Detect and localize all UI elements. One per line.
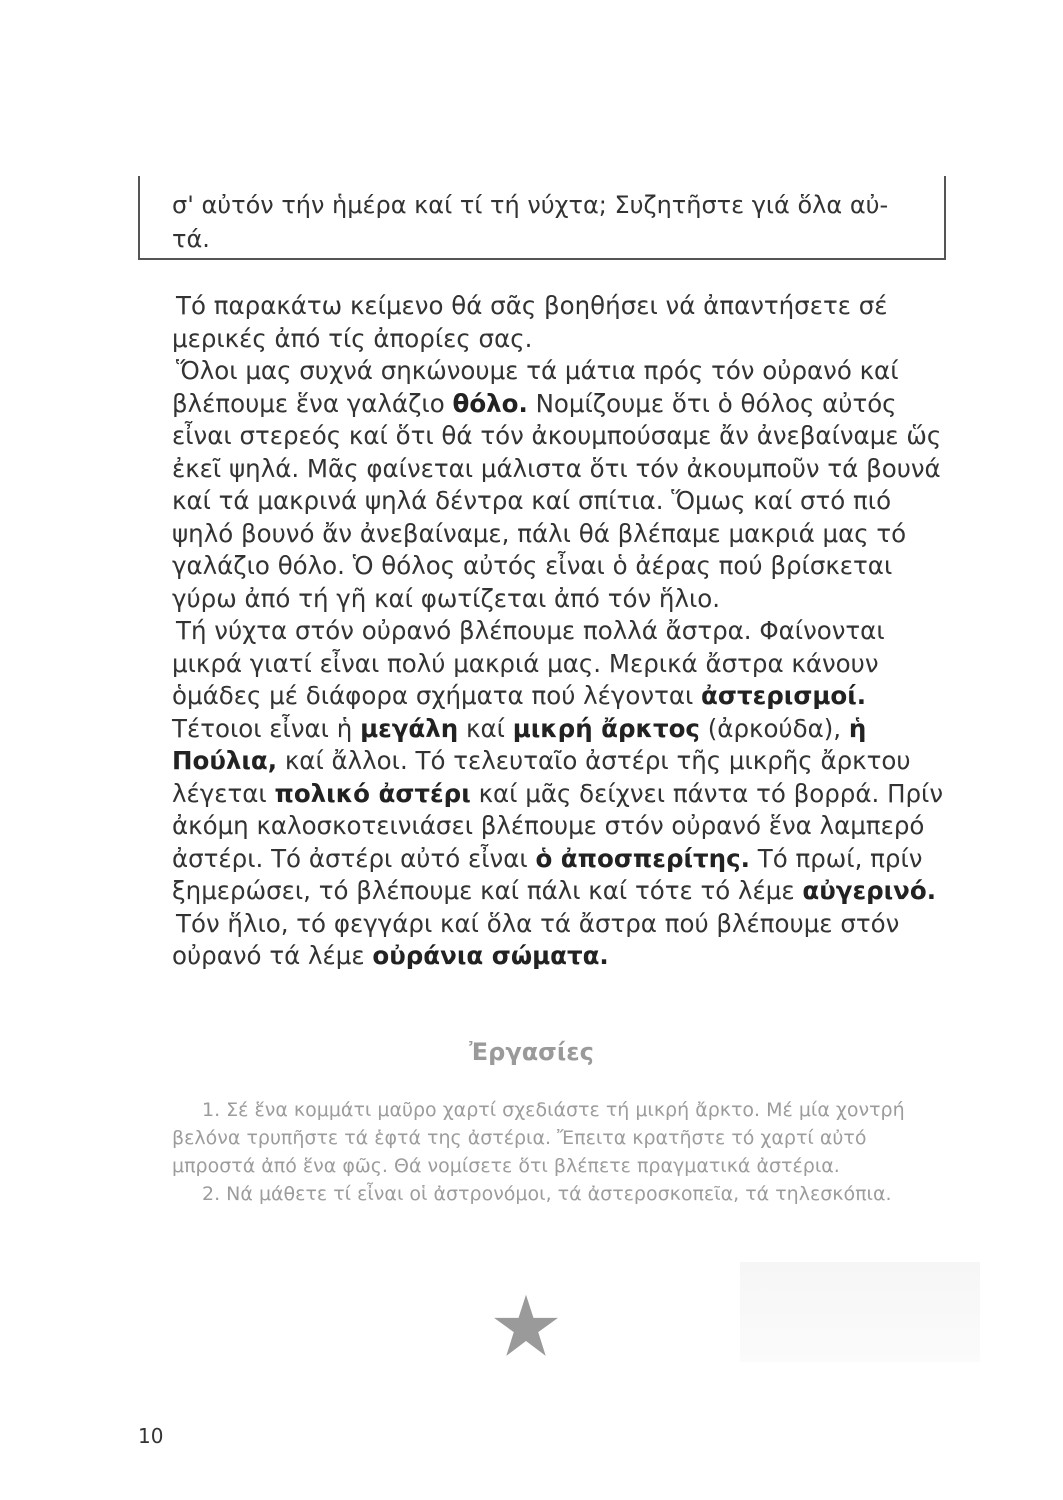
p2-text-c: Νομίζουμε ὅτι ὁ θόλος αὐτός εἶναι στερεός καί ὅτι θά τόν ἀκουμπούσαμε ἄν ἀνεβαίναμε ὥς ἐκεῖ ψηλά. Μᾶς φαίνεται μάλιστα ὅτι τόν ἀκουμποῦν τά βουνά καί τά μακρινά ψηλά δέντρα καί σπίτια. Ὅμως καί στό πιό ψηλό βουνό ἄν ἀνεβαίναμε, πάλι θά βλέπαμε μακριά μας τό γαλάζιο θόλο. Ὁ θόλος αὐτός εἶναι ὁ ἀέρας πού βρίσκεται γύρω ἀπό τή γῆ καί φωτίζεται ἀπό τόν ἥλιο. [172,388,942,613]
term-avgerino: αὐγερινό. [802,876,937,905]
paragraph-4 [172,908,952,973]
term-poliko-asteri: πολικό ἀστέρι [274,778,471,808]
p3-text-c: Τέτοιοι εἶναι ἡ [172,713,361,743]
term-mikri-arktos: μικρή ἄρκτος [512,713,700,743]
p3-text-k: καί μᾶς δείχνει πάντα τό βορρά. Πρίν ἀκόμη καλοσκοτεινιάσει βλέπουμε στόν οὐρανό ἕνα λαμπερό ἀστέρι. Τό ἀστέρι αὐτό εἶναι [172,778,944,873]
star-icon [492,1292,560,1360]
task-item-2: 2. Νά μάθετε τί εἶναι οἱ ἀστρονόμοι, τά ἀστεροσκοπεῖα, τά τηλεσκόπια. [202,1183,892,1205]
page-number: 10 [138,1424,164,1448]
paragraph-2 [172,355,952,615]
term-ourania-somata: οὐράνια σώματα. [372,941,609,970]
term-tholos: θόλο. [452,388,528,418]
term-megali: μεγάλη [360,713,459,743]
task-item-1: 1. Σέ ἕνα κομμάτι μαῦρο χαρτί σχεδιάστε τή μικρή ἄρκτο. Μέ μία χοντρή βελόνα τρυπῆστε τά ἑφτά της ἀστέρια. Ἔπειτα κρατῆστε τό χαρτί αὐτό μπροστά ἀπό ἕνα φῶς. Θά νομίσετε ὅτι βλέπετε πραγματικά ἀστέρια. [172,1099,905,1177]
main-text [172,290,952,973]
p3-text-m: Τό πρωί, πρίν ξημερώσει, τό βλέπουμε καί πάλι καί τότε τό λέμε [172,843,923,905]
p4-text-a: Τόν ἥλιο, τό φεγγάρι καί ὅλα τά ἄστρα πού βλέπουμε στόν οὐρανό τά λέμε [172,908,900,970]
star-shape [494,1295,558,1356]
faded-background [740,1262,980,1362]
p3-text-i: καί ἄλλοι. Τό τελευταῖο ἀστέρι τῆς μικρῆς ἄρκτου λέγεται [172,746,911,808]
tasks-list [172,1096,932,1208]
p3-text-g: (ἀρκούδα), [699,713,849,743]
paragraph-3 [172,615,952,908]
term-asterismoi: ἀστερισμοί. [701,681,867,710]
paragraph-1-text: Τό παρακάτω κείμενο θά σᾶς βοηθήσει νά ἀπαντήσετε σέ μερικές ἀπό τίς ἀπορίες σας. [172,291,888,353]
box-line-2: τά. [172,225,210,253]
p2-text-a: Ὅλοι μας συχνά σηκώνουμε τά μάτια πρός τόν οὐρανό καί βλέπουμε ἕνα γαλάζιο [172,356,899,418]
paragraph-1 [172,290,952,355]
box-line-1: σ' αὐτόν τήν ἡμέρα καί τί τή νύχτα; Συζητῆστε γιά ὅλα αὐ- [172,191,889,219]
p3-text-a: Τή νύχτα στόν οὐρανό βλέπουμε πολλά ἄστρα. Φαίνονται μικρά γιατί εἶναι πολύ μακριά μας. Μερικά ἄστρα κάνουν ὁμάδες μέ διάφορα σχήματα πού λέγονται [172,616,885,710]
p3-text-e: καί [458,713,513,743]
tasks-heading: Ἐργασίες [469,1038,594,1066]
exercise-box-text [172,188,932,256]
term-poulia: ἡ Πούλια, [172,713,867,775]
term-apósperitis: ὁ ἀποσπερίτης. [535,843,750,873]
